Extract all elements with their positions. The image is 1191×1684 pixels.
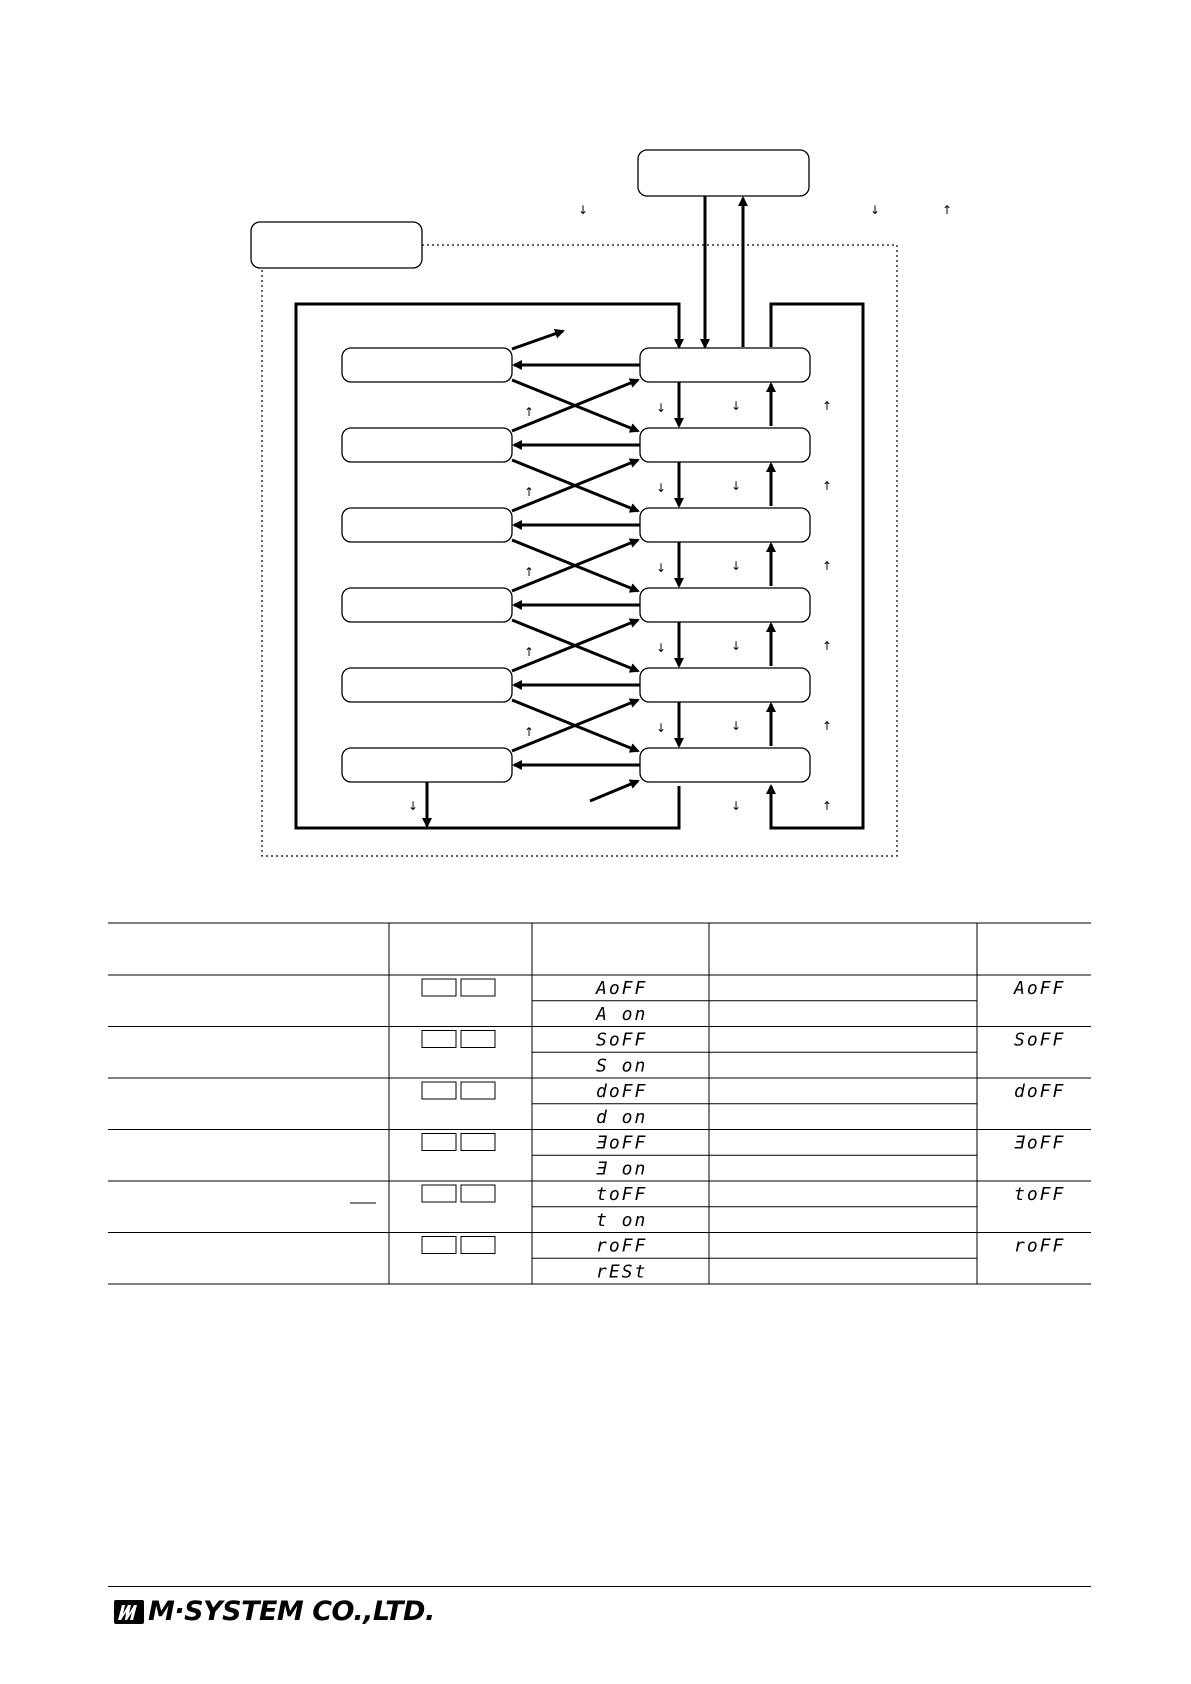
company-logo [114, 1596, 435, 1627]
svg-text:↑: ↑ [822, 479, 833, 493]
option-value: roFF [596, 1235, 648, 1257]
footer-rule [108, 1586, 1091, 1587]
key-symbol [461, 1082, 495, 1099]
default-value: AoFF [1014, 978, 1066, 999]
right-box-1 [640, 348, 810, 382]
default-value: toFF [1014, 1184, 1066, 1205]
small-down-arrow-icon: ↓ [870, 203, 881, 217]
svg-text:↓: ↓ [731, 719, 742, 733]
left-column-boxes [342, 348, 512, 782]
option-value: A on [596, 1003, 648, 1025]
left-box-2 [342, 428, 512, 462]
svg-text:↑: ↑ [524, 725, 535, 739]
svg-text:↑: ↑ [822, 399, 833, 413]
group-label-box [251, 222, 422, 268]
company-name: M·SYSTEM CO.,LTD. [148, 1596, 435, 1627]
svg-text:↓: ↓ [656, 481, 667, 495]
small-down-arrow-icon: ↓ [578, 203, 589, 217]
svg-text:↓: ↓ [731, 399, 742, 413]
svg-text:↑: ↑ [524, 405, 535, 419]
key-symbol [422, 1031, 456, 1048]
table-row [108, 1233, 1091, 1283]
table-row [108, 1027, 1091, 1077]
option-value: Ǝ on [596, 1158, 648, 1180]
key-symbol [461, 1237, 495, 1254]
default-value: ƎoFF [1014, 1132, 1066, 1154]
svg-text:↓: ↓ [731, 479, 742, 493]
right-box-6 [640, 748, 810, 782]
option-value: AoFF [596, 978, 648, 999]
svg-text:↓: ↓ [408, 799, 419, 813]
option-value: t on [596, 1209, 648, 1231]
key-symbol [422, 1134, 456, 1151]
table-row [108, 1181, 1091, 1231]
option-value: rESt [596, 1261, 648, 1283]
default-value: doFF [1014, 1081, 1066, 1102]
key-symbol [461, 1031, 495, 1048]
svg-text:↓: ↓ [656, 721, 667, 735]
default-value: SoFF [1014, 1029, 1066, 1051]
right-box-5 [640, 668, 810, 702]
right-box-2 [640, 428, 810, 462]
svg-text:↑: ↑ [822, 639, 833, 653]
table-row [422, 978, 1065, 1025]
key-symbol [422, 979, 456, 996]
left-box-4 [342, 588, 512, 622]
svg-text:↓: ↓ [656, 401, 667, 415]
svg-text:↑: ↑ [822, 719, 833, 733]
table-row [108, 1078, 1091, 1128]
key-symbol [461, 1134, 495, 1151]
table-row [108, 1130, 1091, 1180]
svg-text:↓: ↓ [656, 561, 667, 575]
svg-text:↓: ↓ [731, 639, 742, 653]
right-box-3 [640, 508, 810, 542]
svg-text:↑: ↑ [524, 645, 535, 659]
svg-text:↓: ↓ [731, 559, 742, 573]
svg-text:↑: ↑ [524, 565, 535, 579]
option-value: ƎoFF [596, 1132, 648, 1154]
small-up-arrow-icon: ↑ [942, 203, 953, 217]
svg-text:↑: ↑ [524, 485, 535, 499]
settings-table [108, 920, 1091, 1290]
option-value: d on [596, 1106, 648, 1128]
left-box-3 [342, 508, 512, 542]
key-symbol [422, 1185, 456, 1202]
page-footer [108, 1586, 1091, 1627]
svg-text:↓: ↓ [731, 799, 742, 813]
default-value: roFF [1014, 1235, 1066, 1257]
left-box-1 [342, 348, 512, 382]
svg-text:↑: ↑ [822, 559, 833, 573]
key-symbol [461, 979, 495, 996]
option-value: doFF [596, 1081, 648, 1102]
svg-text:↑: ↑ [822, 799, 833, 813]
left-box-6 [342, 748, 512, 782]
key-symbol [422, 1237, 456, 1254]
key-symbol [422, 1082, 456, 1099]
option-value: S on [596, 1055, 648, 1077]
key-symbol [461, 1185, 495, 1202]
right-box-4 [640, 588, 810, 622]
company-mark-icon [114, 1600, 144, 1624]
option-value: toFF [596, 1184, 648, 1205]
svg-text:↓: ↓ [656, 641, 667, 655]
top-mode-box [638, 150, 809, 196]
left-box-5 [342, 668, 512, 702]
option-value: SoFF [596, 1029, 648, 1051]
